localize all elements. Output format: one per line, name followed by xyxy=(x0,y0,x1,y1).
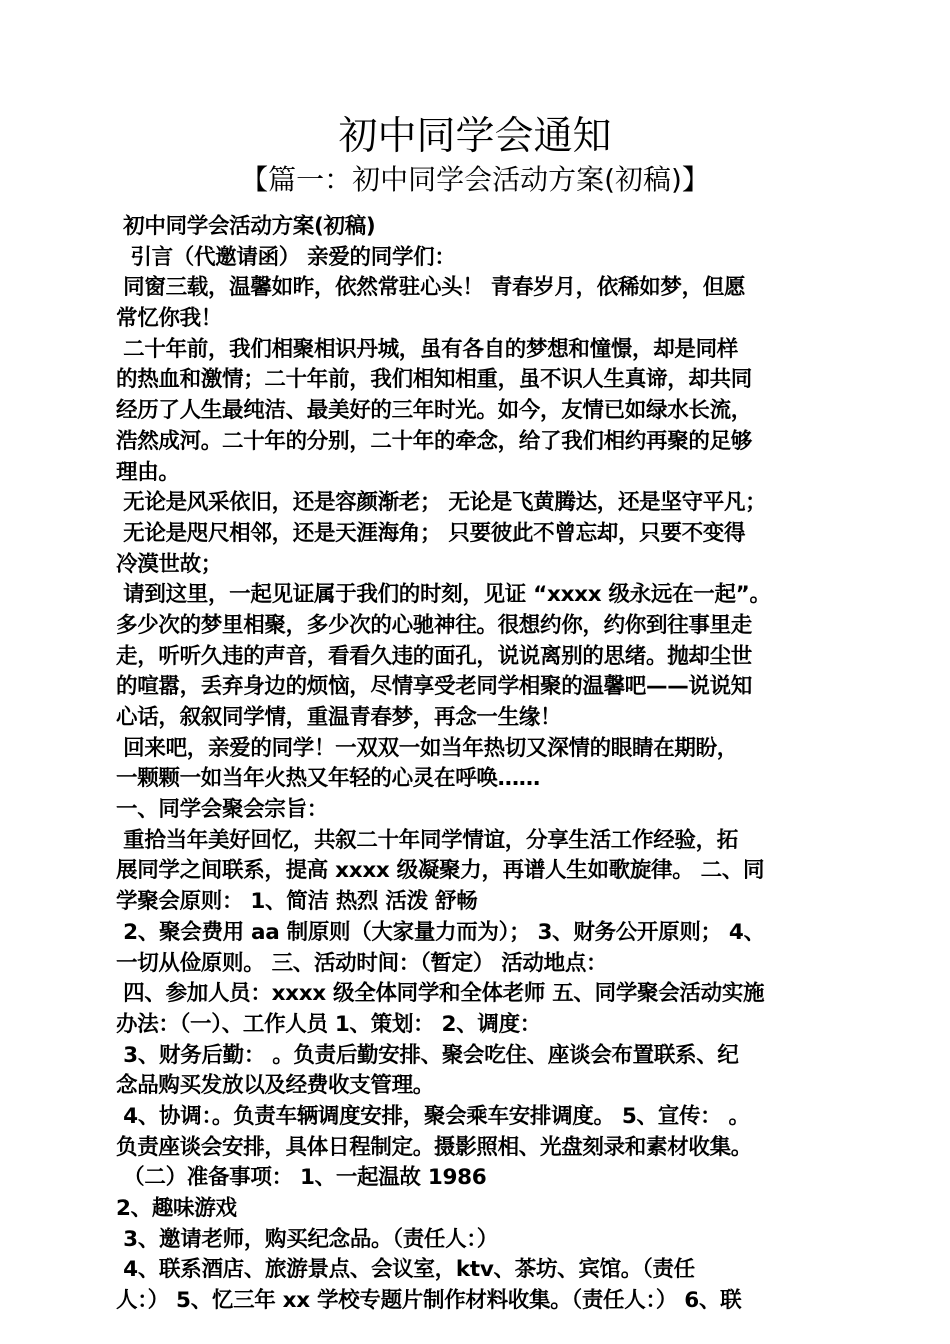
text-line: 常忆你我！ xyxy=(116,306,223,332)
text-line: 心话，叙叙同学情，重温青春梦，再念一生缘！ xyxy=(116,705,562,730)
document-subtitle: 【篇一：初中同学会活动方案(初稿)】 xyxy=(240,163,710,196)
text-line: 的热血和激情；二十年前，我们相知相重，虽不识人生真谛，却共同 xyxy=(116,367,753,393)
text-line: 4、协调：。负责车辆调度安排，聚会乘车安排调度。 5、宣传： 。 xyxy=(116,1103,750,1129)
text-line: 展同学之间联系，提高 xxxx 级凝聚力，再谱人生如歌旋律。 二、同 xyxy=(116,858,765,884)
text-line: 一、同学会聚会宗旨： xyxy=(116,797,329,823)
text-line: 走，听听久违的声音，看看久违的面孔，说说离别的思绪。抛却尘世 xyxy=(116,643,753,669)
text-line: 冷漠世故； xyxy=(116,551,223,577)
text-line: 浩然成河。二十年的分别，二十年的牵念，给了我们相约再聚的足够 xyxy=(116,428,753,454)
text-line: 的喧嚣，丢弃身边的烦恼，尽情享受老同学相聚的温馨吧——说说知 xyxy=(116,674,753,700)
text-line: 二十年前，我们相聚相识丹城，虽有各自的梦想和憧憬，却是同样 xyxy=(116,336,738,362)
text-line: 一切从俭原则。 三、活动时间：（暂定） 活动地点： xyxy=(116,950,608,976)
text-line: 理由。 xyxy=(116,459,180,485)
document-title: 初中同学会通知 xyxy=(338,114,612,159)
text-line: 四、参加人员：xxxx 级全体同学和全体老师 五、同学聚会活动实施 xyxy=(116,981,765,1007)
text-line: 2、聚会费用 aa 制原则（大家量力而为）； 3、财务公开原则； 4、 xyxy=(116,919,765,945)
text-line: 请到这里，一起见证属于我们的时刻，见证 “xxxx 级永远在一起”。 xyxy=(116,582,771,608)
text-line: 多少次的梦里相聚，多少次的心驰神往。很想约你，约你到往事里走 xyxy=(116,612,753,638)
text-line: 2、趣味游戏 xyxy=(116,1196,237,1221)
document-body xyxy=(116,212,840,1317)
text-line: 初中同学会活动方案(初稿) xyxy=(116,214,376,239)
text-line: 人：） 5、忆三年 xx 学校专题片制作材料收集。（责任人：） 6、联 xyxy=(116,1288,742,1314)
text-line: （二）准备事项： 1、一起温故 1986 xyxy=(116,1165,487,1191)
text-line: 引言（代邀请函） 亲爱的同学们： xyxy=(116,244,456,270)
text-line: 办法：（一）、工作人员 1、策划： 2、调度： xyxy=(116,1011,541,1037)
text-line: 3、邀请老师，购买纪念品。（责任人：） xyxy=(116,1226,498,1252)
text-line: 念品购买发放以及经费收支管理。 xyxy=(116,1073,435,1099)
text-line: 经历了人生最纯洁、最美好的三年时光。如今，友情已如绿水长流， xyxy=(116,398,753,424)
text-line: 无论是咫尺相邻，还是天涯海角； 只要彼此不曾忘却，只要不变得 xyxy=(116,520,746,546)
text-line: 回来吧，亲爱的同学！一双双一如当年热切又深情的眼睛在期盼， xyxy=(116,735,738,761)
text-line: 3、财务后勤： 。负责后勤安排、聚会吃住、座谈会布置联系、纪 xyxy=(116,1042,739,1068)
text-line: 一颗颗一如当年火热又年轻的心灵在呼唤…… xyxy=(116,766,541,792)
text-line: 重拾当年美好回忆，共叙二十年同学情谊，分享生活工作经验，拓 xyxy=(116,827,738,853)
text-line: 无论是风采依旧，还是容颜渐老； 无论是飞黄腾达，还是坚守平凡； xyxy=(116,490,767,516)
text-line: 负责座谈会安排，具体日程制定。摄影照相、光盘刻录和素材收集。 xyxy=(116,1134,753,1160)
text-line: 同窗三载，温馨如昨，依然常驻心头！ 青春岁月，依稀如梦，但愿 xyxy=(116,275,746,301)
text-line: 学聚会原则： 1、简洁 热烈 活泼 舒畅 xyxy=(116,889,478,915)
text-line: 4、联系酒店、旅游景点、会议室，ktv、茶坊、宾馆。（责任 xyxy=(116,1257,695,1283)
